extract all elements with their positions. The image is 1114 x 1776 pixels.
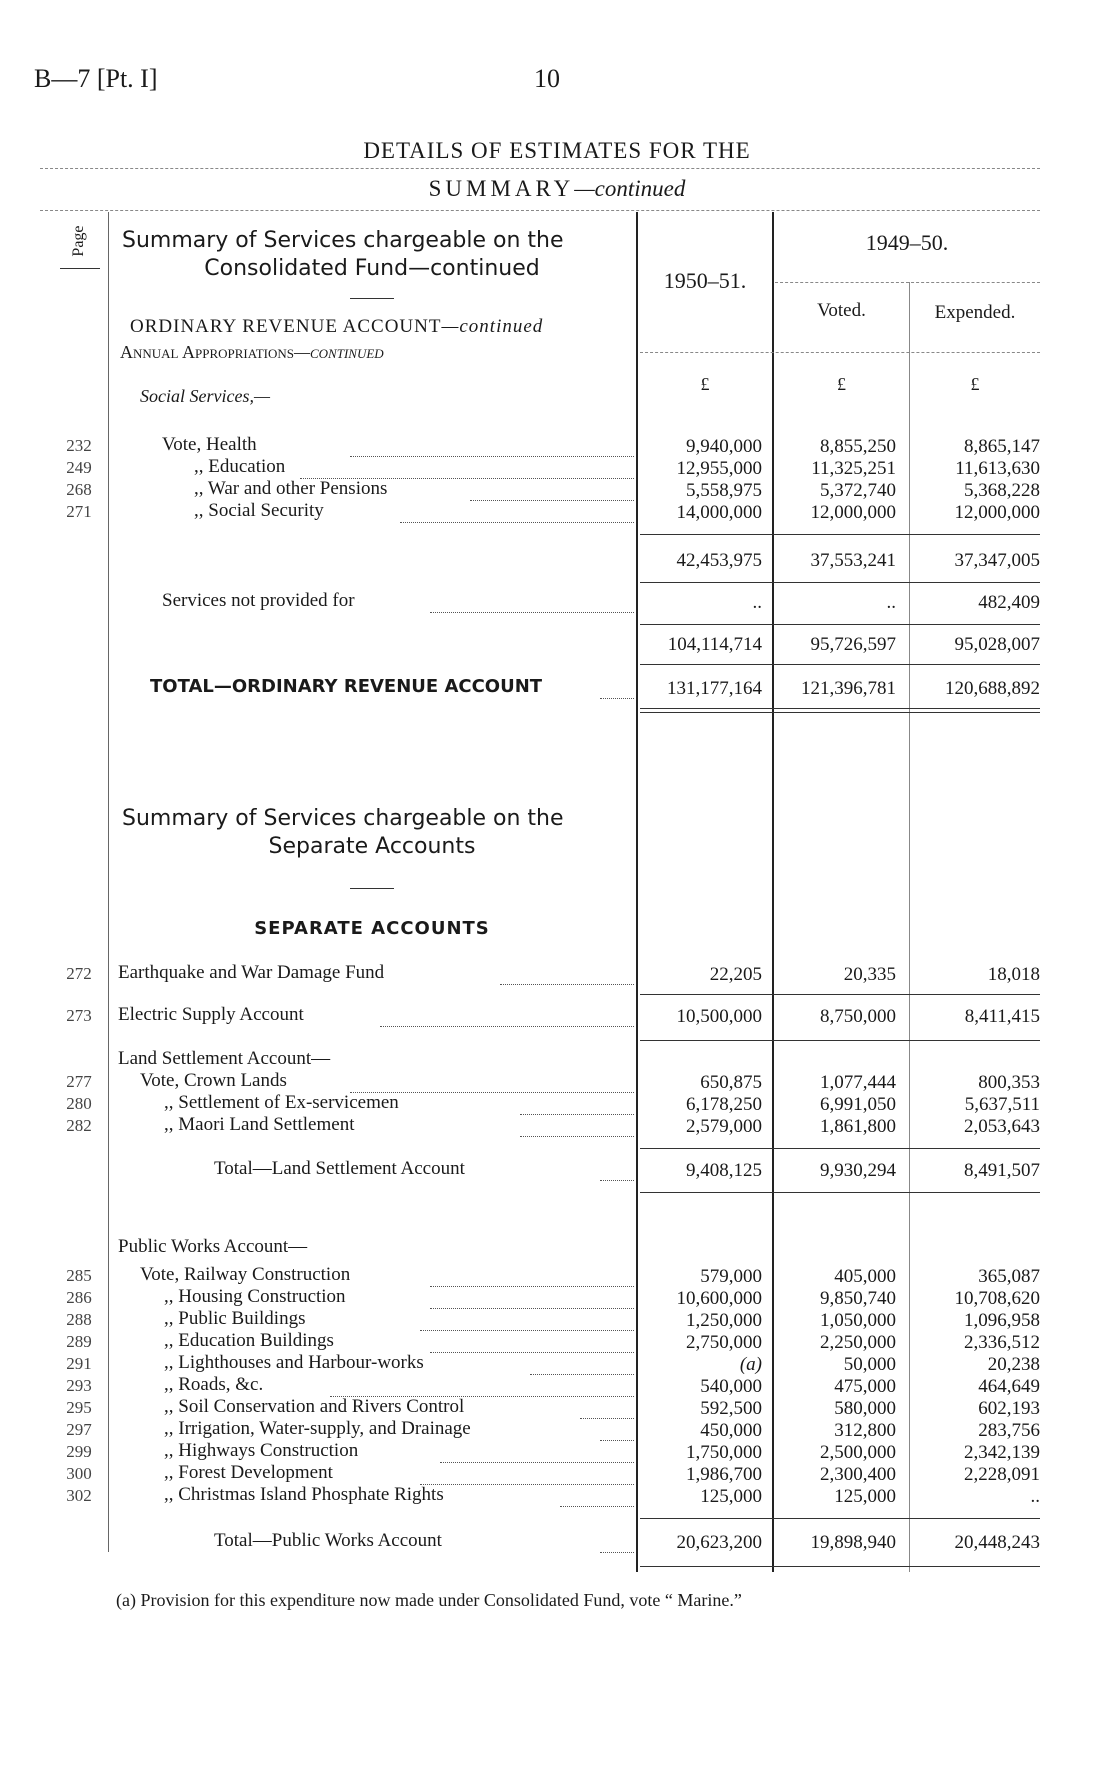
row-label: ,, Settlement of Ex-servicemen — [164, 1092, 399, 1113]
row-voted: 5,372,740 — [820, 480, 896, 501]
row-1950: 1,750,000 — [686, 1442, 762, 1463]
row-1950: 2,750,000 — [686, 1332, 762, 1353]
leader-dots — [350, 1092, 634, 1093]
row-1950: 2,579,000 — [686, 1116, 762, 1137]
row-voted: 12,000,000 — [810, 502, 896, 523]
row-expended: 8,411,415 — [964, 1006, 1040, 1027]
leader-dots — [600, 1552, 634, 1553]
rule — [640, 1566, 1040, 1567]
currency-expended: £ — [970, 374, 980, 394]
row-1950: 650,875 — [700, 1072, 762, 1093]
row-1950: 592,500 — [700, 1398, 762, 1419]
subtitle-continued: —continued — [574, 176, 686, 201]
rule — [640, 712, 1040, 713]
row-page: 288 — [66, 1310, 92, 1329]
row-voted: 20,335 — [843, 964, 896, 985]
leader-dots — [600, 1440, 634, 1441]
page-title: DETAILS OF ESTIMATES FOR THE — [363, 138, 751, 163]
subtotal-voted: 37,553,241 — [810, 550, 896, 571]
leader-dots — [580, 1418, 634, 1419]
row-voted: 6,991,050 — [820, 1094, 896, 1115]
page-reference: B—7 [Pt. I] — [34, 64, 158, 93]
row-page: 232 — [66, 436, 92, 455]
leader-dots — [430, 612, 634, 613]
row-expended: 283,756 — [978, 1420, 1040, 1441]
rule — [640, 708, 1040, 709]
row-expended: 11,613,630 — [955, 458, 1040, 479]
row-page: 249 — [66, 458, 92, 477]
row-expended: .. — [1030, 1486, 1040, 1507]
row-voted: 1,077,444 — [820, 1072, 896, 1093]
row-page: 300 — [66, 1464, 92, 1483]
leader-dots — [530, 1374, 634, 1375]
footnote: (a) Provision for this expenditure now made under Consolidated Fund, vote “ Marine.” — [116, 1590, 742, 1610]
row-page: 273 — [66, 1006, 92, 1025]
row-page: 295 — [66, 1398, 92, 1417]
row-label: ,, Education Buildings — [164, 1330, 334, 1351]
row-1950: 6,178,250 — [686, 1094, 762, 1115]
row-label: ,, Education — [194, 456, 286, 477]
row-1950: 14,000,000 — [676, 502, 762, 523]
row-label: ,, Social Security — [194, 500, 324, 521]
currency-voted: £ — [837, 374, 846, 394]
row-label: ,, Highways Construction — [164, 1440, 359, 1461]
row-page: 293 — [66, 1376, 92, 1395]
row-expended: 602,193 — [978, 1398, 1040, 1419]
works-total-1950: 20,623,200 — [676, 1532, 762, 1553]
row-page: 299 — [66, 1442, 92, 1461]
rule — [640, 624, 1040, 625]
row-page: 302 — [66, 1486, 92, 1505]
leader-dots — [470, 500, 634, 501]
row-1950: (a) — [739, 1354, 762, 1375]
land-total-1950: 9,408,125 — [686, 1160, 762, 1181]
social-services-heading: Social Services,— — [140, 386, 270, 406]
section2-heading-line2: Separate Accounts — [268, 834, 476, 859]
leader-dots — [420, 1484, 634, 1485]
section1-heading-line1: Summary of Services chargeable on the — [122, 228, 564, 253]
page-column-label: Page — [70, 225, 87, 257]
row-label: ,, Lighthouses and Harbour-works — [164, 1352, 424, 1373]
row-1950: 1,250,000 — [686, 1310, 762, 1331]
row-expended: 5,368,228 — [964, 480, 1040, 501]
account-continued: —continued — [441, 316, 544, 337]
account-name: ORDINARY REVENUE ACCOUNT — [130, 316, 442, 337]
row-label: ,, Soil Conservation and Rivers Control — [164, 1396, 465, 1417]
row-page: 268 — [66, 480, 92, 499]
row-label: Vote, Crown Lands — [140, 1070, 287, 1091]
col-rule-expended — [909, 282, 910, 1572]
page-label-box — [66, 218, 92, 266]
col-header-expended: Expended. — [934, 302, 1016, 323]
rule — [640, 664, 1040, 665]
subtotal2-voted: 95,726,597 — [810, 634, 896, 655]
subtitle-main: SUMMARY — [428, 176, 575, 201]
row-voted: 405,000 — [834, 1266, 896, 1287]
leader-dots — [430, 1286, 634, 1287]
section1-short-rule — [350, 298, 394, 299]
row-page: 271 — [66, 502, 92, 521]
row-label: Earthquake and War Damage Fund — [118, 962, 385, 983]
leader-dots — [400, 522, 634, 523]
subtotal-bottom-rule — [640, 582, 1040, 583]
rule — [640, 1148, 1040, 1149]
row-voted: 1,861,800 — [820, 1116, 896, 1137]
row-expended: 1,096,958 — [964, 1310, 1040, 1331]
row-1950: 540,000 — [700, 1376, 762, 1397]
row-voted: 9,850,740 — [820, 1288, 896, 1309]
works-total-label: Total—Public Works Account — [214, 1530, 442, 1551]
row-1950: 1,986,700 — [686, 1464, 762, 1485]
leader-dots — [300, 478, 634, 479]
row-expended: 464,649 — [978, 1376, 1040, 1397]
row-page: 280 — [66, 1094, 92, 1113]
row-voted: 2,300,400 — [820, 1464, 896, 1485]
row-voted: 125,000 — [834, 1486, 896, 1507]
rule — [640, 994, 1040, 995]
leader-dots — [430, 1352, 634, 1353]
row-expended: 10,708,620 — [954, 1288, 1040, 1309]
row-label: ,, Christmas Island Phosphate Rights — [164, 1484, 444, 1505]
row-label: ,, Maori Land Settlement — [164, 1114, 355, 1135]
col-rule-1950 — [636, 212, 638, 1572]
row-expended: 2,342,139 — [964, 1442, 1040, 1463]
row-page: 297 — [66, 1420, 92, 1439]
subtotal-expended: 37,347,005 — [954, 550, 1040, 571]
row-page: 277 — [66, 1072, 92, 1091]
row-label: Vote, Railway Construction — [140, 1264, 351, 1285]
land-total-label: Total—Land Settlement Account — [214, 1158, 465, 1179]
row-page: 289 — [66, 1332, 92, 1351]
subtitle-divider — [40, 210, 1040, 211]
row-expended: 18,018 — [987, 964, 1040, 985]
page-number: 10 — [534, 64, 560, 93]
row-1950: 12,955,000 — [676, 458, 762, 479]
title-divider — [40, 168, 1040, 169]
row-page: 291 — [66, 1354, 92, 1373]
not-provided-expended: 482,409 — [978, 592, 1040, 613]
row-voted: 2,250,000 — [820, 1332, 896, 1353]
row-voted: 312,800 — [834, 1420, 896, 1441]
col-header-1949: 1949–50. — [865, 230, 949, 255]
section2-short-rule — [350, 888, 394, 889]
separate-accounts-heading: SEPARATE ACCOUNTS — [254, 918, 490, 939]
total-ordinary-1950: 131,177,164 — [667, 678, 762, 699]
subtotal-1950: 42,453,975 — [676, 550, 762, 571]
leader-dots — [520, 1136, 634, 1137]
rule — [640, 1040, 1040, 1041]
row-expended: 365,087 — [978, 1266, 1040, 1287]
not-provided-voted: .. — [886, 592, 896, 613]
row-1950: 450,000 — [700, 1420, 762, 1441]
leader-dots — [420, 1330, 634, 1331]
row-label: Electric Supply Account — [118, 1004, 304, 1025]
page-label-rule — [60, 268, 100, 269]
row-1950: 125,000 — [700, 1486, 762, 1507]
works-total-voted: 19,898,940 — [810, 1532, 896, 1553]
col-rule-voted — [772, 212, 774, 1572]
row-voted: 475,000 — [834, 1376, 896, 1397]
rule — [640, 1518, 1040, 1519]
page-column-rule — [108, 212, 109, 1552]
annual-appropriations-heading — [120, 342, 384, 363]
leader-dots — [520, 1114, 634, 1115]
public-works-heading: Public Works Account— — [118, 1236, 308, 1257]
row-1950: 9,940,000 — [686, 436, 762, 457]
row-label: ,, Forest Development — [164, 1462, 333, 1483]
row-page: 282 — [66, 1116, 92, 1135]
row-label: ,, Irrigation, Water-supply, and Drainage — [164, 1418, 471, 1439]
land-total-expended: 8,491,507 — [964, 1160, 1040, 1181]
subtotal2-expended: 95,028,007 — [954, 634, 1040, 655]
rule — [640, 1192, 1040, 1193]
leader-dots — [600, 698, 634, 699]
row-1950: 22,205 — [709, 964, 762, 985]
row-1950: 5,558,975 — [686, 480, 762, 501]
row-voted: 2,500,000 — [820, 1442, 896, 1463]
col-header-1950: 1950–51. — [663, 268, 747, 293]
row-expended: 12,000,000 — [954, 502, 1040, 523]
total-ordinary-expended: 120,688,892 — [945, 678, 1040, 699]
row-expended: 2,228,091 — [964, 1464, 1040, 1485]
leader-dots — [440, 1462, 634, 1463]
row-expended: 2,053,643 — [964, 1116, 1040, 1137]
currency-1950: £ — [700, 374, 710, 394]
row-voted: 50,000 — [843, 1354, 896, 1375]
row-label: Vote, Health — [162, 434, 257, 455]
leader-dots — [560, 1506, 634, 1507]
row-expended: 2,336,512 — [964, 1332, 1040, 1353]
row-1950: 10,500,000 — [676, 1006, 762, 1027]
leader-dots — [380, 1026, 634, 1027]
row-label: ,, Roads, &c. — [164, 1374, 264, 1395]
works-total-expended: 20,448,243 — [954, 1532, 1040, 1553]
row-expended: 800,353 — [978, 1072, 1040, 1093]
row-1950: 579,000 — [700, 1266, 762, 1287]
total-ordinary-voted: 121,396,781 — [801, 678, 896, 699]
subtotal-rule — [640, 534, 1040, 535]
leader-dots — [350, 456, 634, 457]
leader-dots — [600, 1180, 634, 1181]
row-1950: 10,600,000 — [676, 1288, 762, 1309]
row-page: 272 — [66, 964, 92, 983]
land-settlement-heading: Land Settlement Account— — [118, 1048, 331, 1069]
row-voted: 11,325,251 — [811, 458, 896, 479]
land-total-voted: 9,930,294 — [820, 1160, 896, 1181]
row-expended: 20,238 — [987, 1354, 1040, 1375]
ordinary-revenue-heading — [130, 316, 543, 338]
leader-dots — [330, 1396, 634, 1397]
row-voted: 8,855,250 — [820, 436, 896, 457]
section1-heading-line2: Consolidated Fund—continued — [204, 256, 540, 281]
col-header-voted: Voted. — [817, 300, 866, 321]
header-bottom-rule — [640, 352, 1040, 353]
section2-heading-line1: Summary of Services chargeable on the — [122, 806, 564, 831]
leader-dots — [430, 1308, 634, 1309]
row-label: ,, War and other Pensions — [194, 478, 388, 499]
annual-continued: —continued — [293, 342, 384, 362]
row-voted: 580,000 — [834, 1398, 896, 1419]
row-page: 285 — [66, 1266, 92, 1285]
page-subtitle — [0, 176, 1114, 202]
header-split-rule — [775, 282, 1040, 283]
row-label: ,, Housing Construction — [164, 1286, 346, 1307]
row-expended: 8,865,147 — [964, 436, 1040, 457]
not-provided-1950: .. — [752, 592, 762, 613]
row-voted: 1,050,000 — [820, 1310, 896, 1331]
total-ordinary-label: TOTAL—ORDINARY REVENUE ACCOUNT — [150, 676, 543, 697]
row-label: ,, Public Buildings — [164, 1308, 306, 1329]
row-voted: 8,750,000 — [820, 1006, 896, 1027]
row-expended: 5,637,511 — [964, 1094, 1040, 1115]
not-provided-label: Services not provided for — [162, 590, 355, 611]
leader-dots — [500, 984, 634, 985]
row-page: 286 — [66, 1288, 92, 1307]
annual-label: Annual Appropriations — [120, 342, 294, 362]
subtotal2-1950: 104,114,714 — [667, 634, 762, 655]
